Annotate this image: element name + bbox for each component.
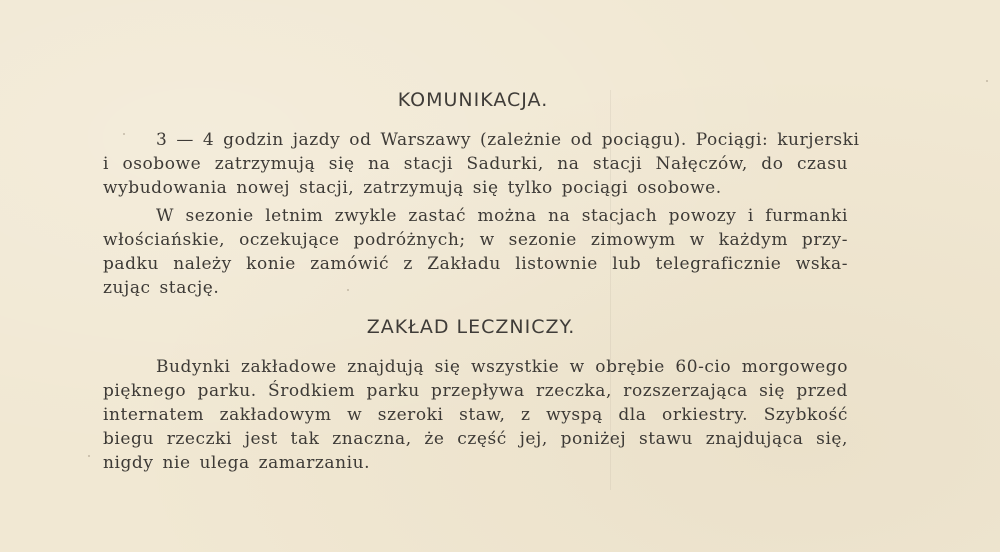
paper-speck: [88, 455, 90, 457]
text-line: 3 — 4 godzin jazdy od Warszawy (zależnie od pociągu). Pociągi: kurjerski: [156, 130, 860, 150]
paragraph-park-description: [103, 355, 848, 475]
text-line: pięknego parku. Środkiem parku przepływa rzeczka, rozszerzająca się przed: [103, 381, 848, 401]
text-line: nigdy nie ulega zamarzaniu.: [103, 453, 371, 473]
text-line: zując stację.: [103, 278, 220, 298]
text-line: W sezonie letnim zwykle zastać można na stacjach powozy i furmanki: [156, 206, 848, 226]
text-line: Budynki zakładowe znajdują się wszystkie w obrębie 60-cio morgowego: [156, 357, 848, 377]
section-heading-zaklad-leczniczy: ZAKŁAD LECZNICZY.: [366, 316, 576, 338]
text-line: i osobowe zatrzymują się na stacji Sadurki, na stacji Nałęczów, do czasu: [103, 154, 848, 174]
text-line: włościańskie, oczekujące podróżnych; w sezonie zimowym w każdym przy-: [103, 230, 848, 250]
text-line: biegu rzeczki jest tak znaczna, że część jej, poniżej stawu znajdująca się,: [103, 429, 848, 449]
paragraph-travel-time: [103, 128, 860, 200]
section-heading-komunikacja: KOMUNIKACJA.: [397, 89, 549, 111]
paragraph-season-transport: [103, 204, 848, 300]
paper-speck: [986, 80, 988, 82]
text-line: padku należy konie zamówić z Zakładu listownie lub telegraficznie wska-: [103, 254, 848, 274]
text-line: wybudowania nowej stacji, zatrzymują się tylko pociągi osobowe.: [103, 178, 722, 198]
text-line: internatem zakładowym w szeroki staw, z wyspą dla orkiestry. Szybkość: [103, 405, 848, 425]
